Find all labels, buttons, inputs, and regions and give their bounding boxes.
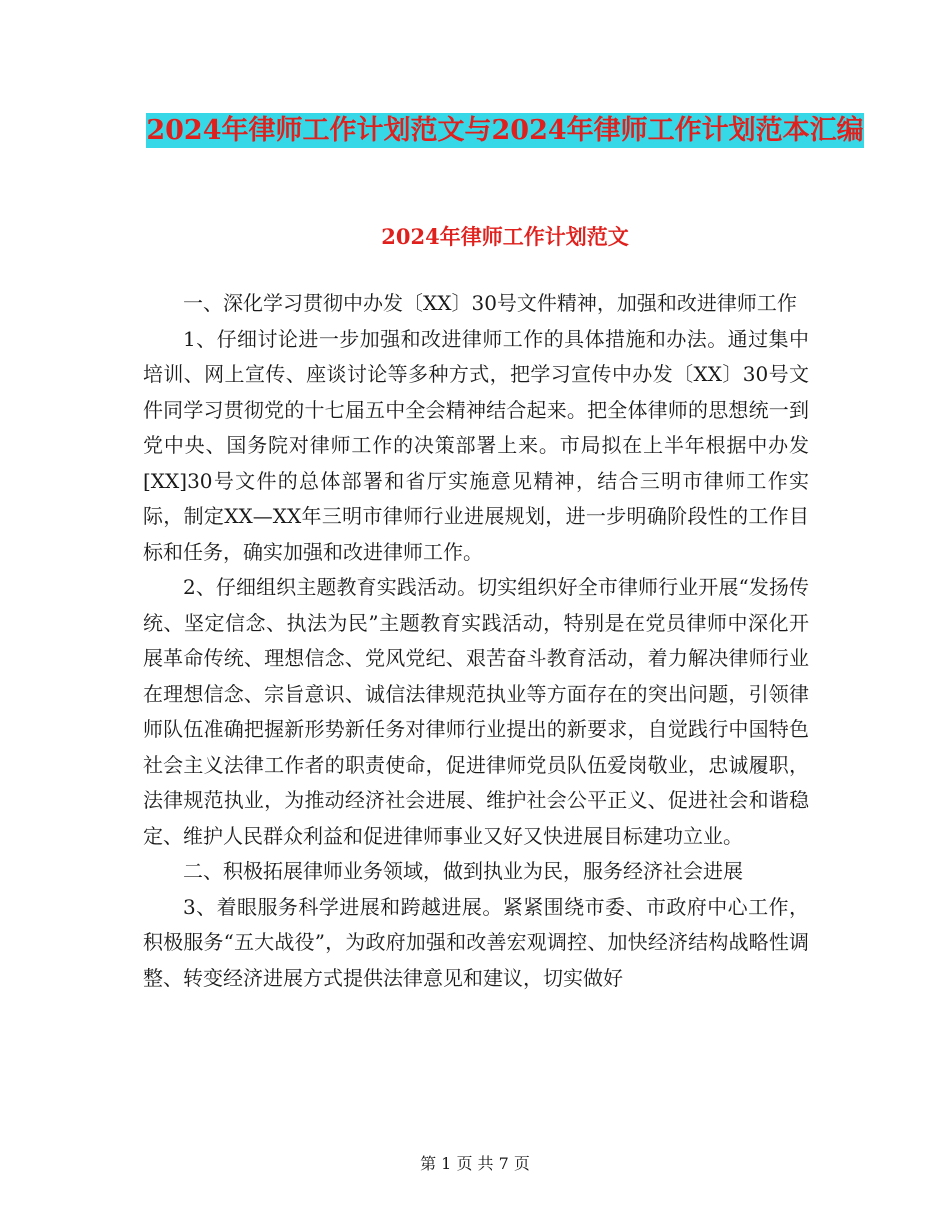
page-footer: 第 1 页 共 7 页 xyxy=(420,1154,530,1173)
paragraph: 1、仔细讨论进一步加强和改进律师工作的具体措施和办法。通过集中培训、网上宣传、座谈讨论等多种方式，把学习宣传中办发〔XX〕30号文件同学习贯彻党的十七届五中全会精神结合起来。把全体律师的思想统一到党中央、国务院对律师工作的决策部署上来。市局拟在上半年根据中办发[XX]30号文件的总体部署和省厅实施意见精神，结合三明市律师工作实际，制定XX—XX年三明市律师行业进展规划，进一步明确阶段性的工作目标和任务，确实加强和改进律师工作。 xyxy=(143,326,809,564)
paragraph: 2、仔细组织主题教育实践活动。切实组织好全市律师行业开展“发扬传统、坚定信念、执法为民”主题教育实践活动，特别是在党员律师中深化开展革命传统、理想信念、党风党纪、艰苦奋斗教育活动，着力解决律师行业在理想信念、宗旨意识、诚信法律规范执业等方面存在的突出问题，引领律师队伍准确把握新形势新任务对律师行业提出的新要求，自觉践行中国特色社会主义法律工作者的职责使命，促进律师党员队伍爱岗敬业，忠诚履职，法律规范执业，为推动经济社会进展、维护社会公平正义、促进社会和谐稳定、维护人民群众利益和促进律师事业又好又快进展目标建功立业。 xyxy=(143,575,809,848)
paragraph-heading-2: 二、积极拓展律师业务领域，做到执业为民，服务经济社会进展 xyxy=(183,859,743,883)
document-title xyxy=(140,108,870,154)
document-title-text: 2024年律师工作计划范文与2024年律师工作计划范本汇编 xyxy=(146,115,864,146)
document-body xyxy=(143,286,809,996)
section-title: 2024年律师工作计划范文 xyxy=(381,224,629,249)
paragraph: 3、着眼服务科学进展和跨越进展。紧紧围绕市委、市政府中心工作，积极服务“五大战役”，为政府加强和改善宏观调控、加快经济结构战略性调整、转变经济进展方式提供法律意见和建议，切实做好 xyxy=(143,894,809,990)
paragraph-heading-1: 一、深化学习贯彻中办发〔XX〕30号文件精神，加强和改进律师工作 xyxy=(183,291,797,315)
